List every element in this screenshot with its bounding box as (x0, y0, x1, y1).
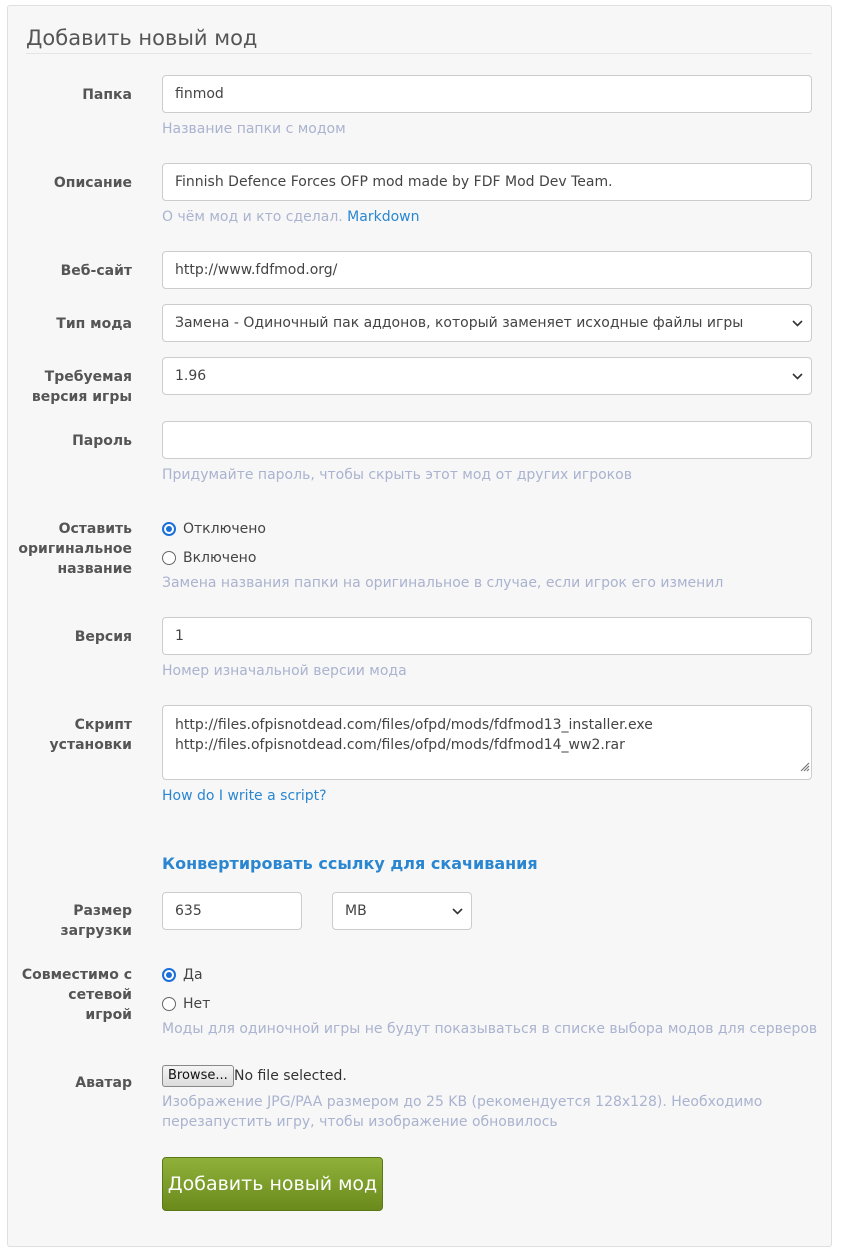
description-label: Описание (53, 175, 132, 191)
game-version-value: 1.96 (175, 368, 207, 384)
chevron-down-icon (792, 358, 803, 394)
multiplayer-label-line3: игрой (85, 1007, 132, 1023)
install-script-line: http://files.ofpisnotdead.com/files/ofpd/mods/fdfmod13_installer.exe (175, 717, 653, 733)
radio-checked-icon[interactable] (162, 522, 176, 536)
avatar-help-line1: Изображение JPG/PAA размером до 25 KB (рекомендуется 128x128). Необходимо (162, 1094, 763, 1110)
avatar-help-line2: перезапустить игру, чтобы изображение обновилось (162, 1114, 558, 1130)
multiplayer-label (10, 965, 132, 1025)
script-help-link[interactable]: How do I write a script? (162, 788, 327, 804)
folder-help: Название папки с модом (162, 121, 346, 137)
game-version-select[interactable] (162, 357, 812, 395)
mod-type-select[interactable] (162, 304, 812, 342)
convert-link[interactable]: Конвертировать ссылку для скачивания (162, 854, 538, 873)
folder-input[interactable]: finmod (162, 75, 812, 113)
password-help: Придумайте пароль, чтобы скрыть этот мод от других игроков (162, 467, 632, 483)
keep-name-label-line2: оригинальное (18, 541, 132, 557)
download-unit-value: MB (345, 903, 367, 919)
radio-unchecked-icon[interactable] (162, 997, 176, 1011)
chevron-down-icon (792, 305, 803, 341)
page-title: Добавить новый мод (26, 26, 258, 50)
keep-name-label-line1: Оставить (58, 521, 132, 537)
multiplayer-option-yes-label: Да (183, 967, 203, 983)
file-status: No file selected. (234, 1068, 347, 1084)
keep-name-option-off[interactable] (162, 519, 266, 539)
install-script-label-line1: Скрипт (74, 717, 132, 733)
radio-unchecked-icon[interactable] (162, 551, 176, 565)
multiplayer-label-line2: сетевой (68, 987, 132, 1003)
install-script-textarea[interactable] (162, 705, 812, 780)
download-size-label (10, 901, 132, 941)
resize-grip-icon[interactable] (798, 758, 810, 778)
radio-checked-icon[interactable] (162, 968, 176, 982)
download-size-label-line1: Размер (73, 903, 132, 919)
multiplayer-option-no[interactable] (162, 994, 210, 1014)
submit-button[interactable]: Добавить новый мод (162, 1157, 383, 1211)
version-label: Версия (74, 629, 132, 645)
multiplayer-label-line1: Совместимо с (21, 967, 132, 983)
folder-label: Папка (82, 87, 132, 103)
avatar-help (162, 1092, 762, 1132)
mod-type-value: Замена - Одиночный пак аддонов, который заменяет исходные файлы игры (175, 315, 744, 331)
game-version-label-line2: версия игры (31, 389, 132, 405)
website-label: Веб-сайт (60, 263, 132, 279)
description-help-text: О чём мод и кто сделал. (162, 209, 343, 225)
avatar-label: Аватар (75, 1075, 132, 1091)
keep-name-label (10, 519, 132, 579)
multiplayer-option-yes[interactable] (162, 965, 203, 985)
install-script-line: http://files.ofpisnotdead.com/files/ofpd/mods/fdfmod14_ww2.rar (175, 737, 625, 753)
keep-name-option-on-label: Включено (183, 550, 257, 566)
keep-name-option-on[interactable] (162, 548, 256, 568)
multiplayer-help: Моды для одиночной игры не будут показываться в списке выбора модов для серверов (162, 1021, 818, 1037)
keep-name-label-line3: название (57, 561, 132, 577)
version-input[interactable]: 1 (162, 617, 812, 655)
install-script-label-line2: установки (49, 737, 132, 753)
download-size-input[interactable]: 635 (162, 892, 302, 930)
password-input[interactable] (162, 421, 812, 459)
markdown-link[interactable]: Markdown (347, 209, 420, 225)
browse-button[interactable]: Browse... (162, 1065, 234, 1087)
game-version-label-line1: Требуемая (44, 369, 132, 385)
download-size-label-line2: загрузки (60, 923, 132, 939)
multiplayer-option-no-label: Нет (183, 996, 211, 1012)
chevron-down-icon (452, 893, 463, 929)
mod-type-label: Тип мода (56, 316, 132, 332)
password-label: Пароль (72, 433, 132, 449)
version-help: Номер изначальной версии мода (162, 663, 407, 679)
game-version-label (10, 367, 132, 407)
description-help (162, 207, 419, 227)
keep-name-option-off-label: Отключено (183, 521, 266, 537)
download-unit-select[interactable] (332, 892, 472, 930)
keep-name-help: Замена названия папки на оригинальное в случае, если игрок его изменил (162, 575, 724, 591)
website-input[interactable]: http://www.fdfmod.org/ (162, 251, 812, 289)
description-input[interactable]: Finnish Defence Forces OFP mod made by FDF Mod Dev Team. (162, 163, 812, 201)
install-script-label (10, 715, 132, 755)
title-divider (26, 53, 812, 54)
